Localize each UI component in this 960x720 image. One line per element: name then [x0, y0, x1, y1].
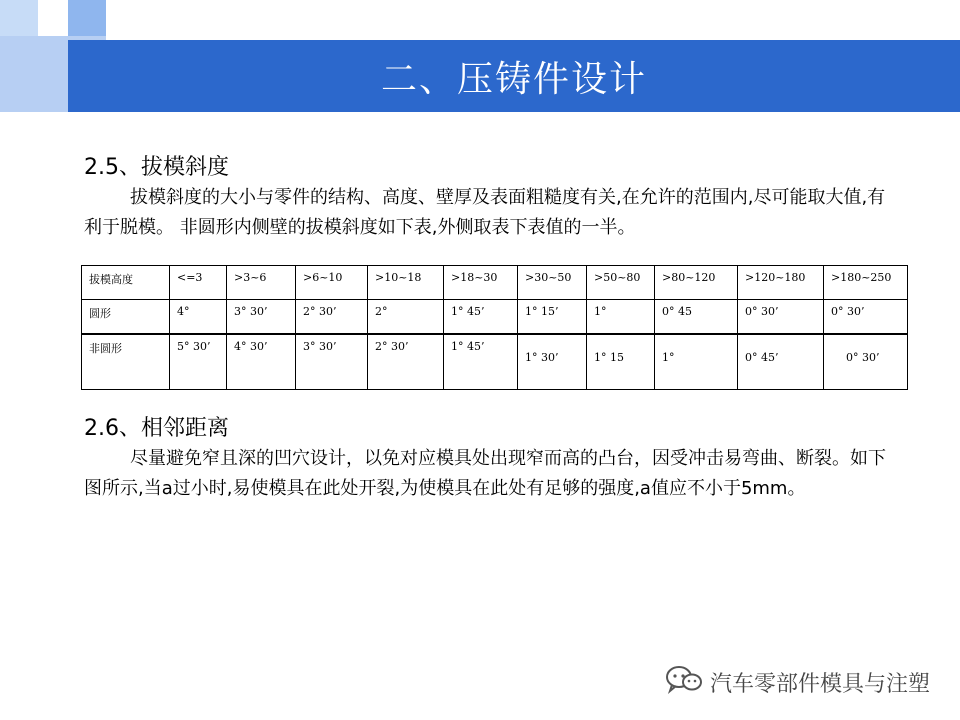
- decor-square-dark: [68, 0, 106, 36]
- table-cell: 0° 45’: [738, 334, 824, 390]
- table-cell: 0° 30’: [824, 300, 908, 335]
- table-cell: >30~50: [518, 266, 587, 300]
- table-cell: 1° 30’: [518, 334, 587, 390]
- table-cell: 5° 30’: [170, 334, 227, 390]
- table-cell: 0° 30’: [824, 334, 908, 390]
- table-cell: 0° 45: [655, 300, 738, 335]
- table-cell: 4° 30’: [227, 334, 296, 390]
- table-cell: 1° 15: [587, 334, 655, 390]
- table-cell: 0° 30’: [738, 300, 824, 335]
- table-cell: >3~6: [227, 266, 296, 300]
- table-cell: 2° 30’: [296, 300, 368, 335]
- watermark-text: 汽车零部件模具与注塑: [709, 671, 930, 697]
- table-cell: 1° 15’: [518, 300, 587, 335]
- section-heading-spacing: 2.6、相邻距离: [84, 416, 229, 441]
- table-row-header: [82, 266, 908, 300]
- table-cell: >6~10: [296, 266, 368, 300]
- paragraph-text: 尽量避免窄且深的凹穴设计，以免对应模具处出现窄而高的凸台，因受冲击易弯曲、断裂。如下图所示,当a过小时,易使模具在此处开裂,为使模具在此处有足够的强度,a值应不小于5mm。: [84, 448, 886, 499]
- table-cell: 2° 30’: [368, 334, 444, 390]
- table-cell: >120~180: [738, 266, 824, 300]
- table-cell: >18~30: [444, 266, 518, 300]
- wechat-icon: [664, 664, 704, 700]
- table-cell: 圆形: [82, 300, 170, 335]
- table-cell: >10~18: [368, 266, 444, 300]
- draft-angle-table: [81, 265, 908, 390]
- paragraph-text: 拔模斜度的大小与零件的结构、高度、壁厚及表面粗糙度有关,在允许的范围内,尽可能取大值,有利于脱模。 非圆形内侧壁的拔模斜度如下表,外侧取表下表值的一半。: [84, 187, 886, 238]
- table-cell: 1°: [655, 334, 738, 390]
- table-cell: 4°: [170, 300, 227, 335]
- table-cell: >80~120: [655, 266, 738, 300]
- table-cell: >180~250: [824, 266, 908, 300]
- table-cell: 拔模高度: [82, 266, 170, 300]
- watermark: [664, 664, 930, 700]
- section-paragraph-spacing: [84, 444, 894, 504]
- table-cell: <=3: [170, 266, 227, 300]
- section-heading-draft: 2.5、拔模斜度: [84, 155, 229, 180]
- table-cell: >50~80: [587, 266, 655, 300]
- table-cell: 非圆形: [82, 334, 170, 390]
- table-cell: 1°: [587, 300, 655, 335]
- table-cell: 1° 45’: [444, 300, 518, 335]
- title-banner: [68, 40, 960, 112]
- section-paragraph-draft: [84, 183, 894, 243]
- table-row-round: [82, 300, 908, 335]
- table-row-non-round: [82, 334, 908, 390]
- table-cell: 3° 30’: [296, 334, 368, 390]
- table-cell: 1° 45’: [444, 334, 518, 390]
- table-cell: 3° 30’: [227, 300, 296, 335]
- table-cell: 2°: [368, 300, 444, 335]
- slide-title: 二、压铸件设计: [380, 58, 647, 100]
